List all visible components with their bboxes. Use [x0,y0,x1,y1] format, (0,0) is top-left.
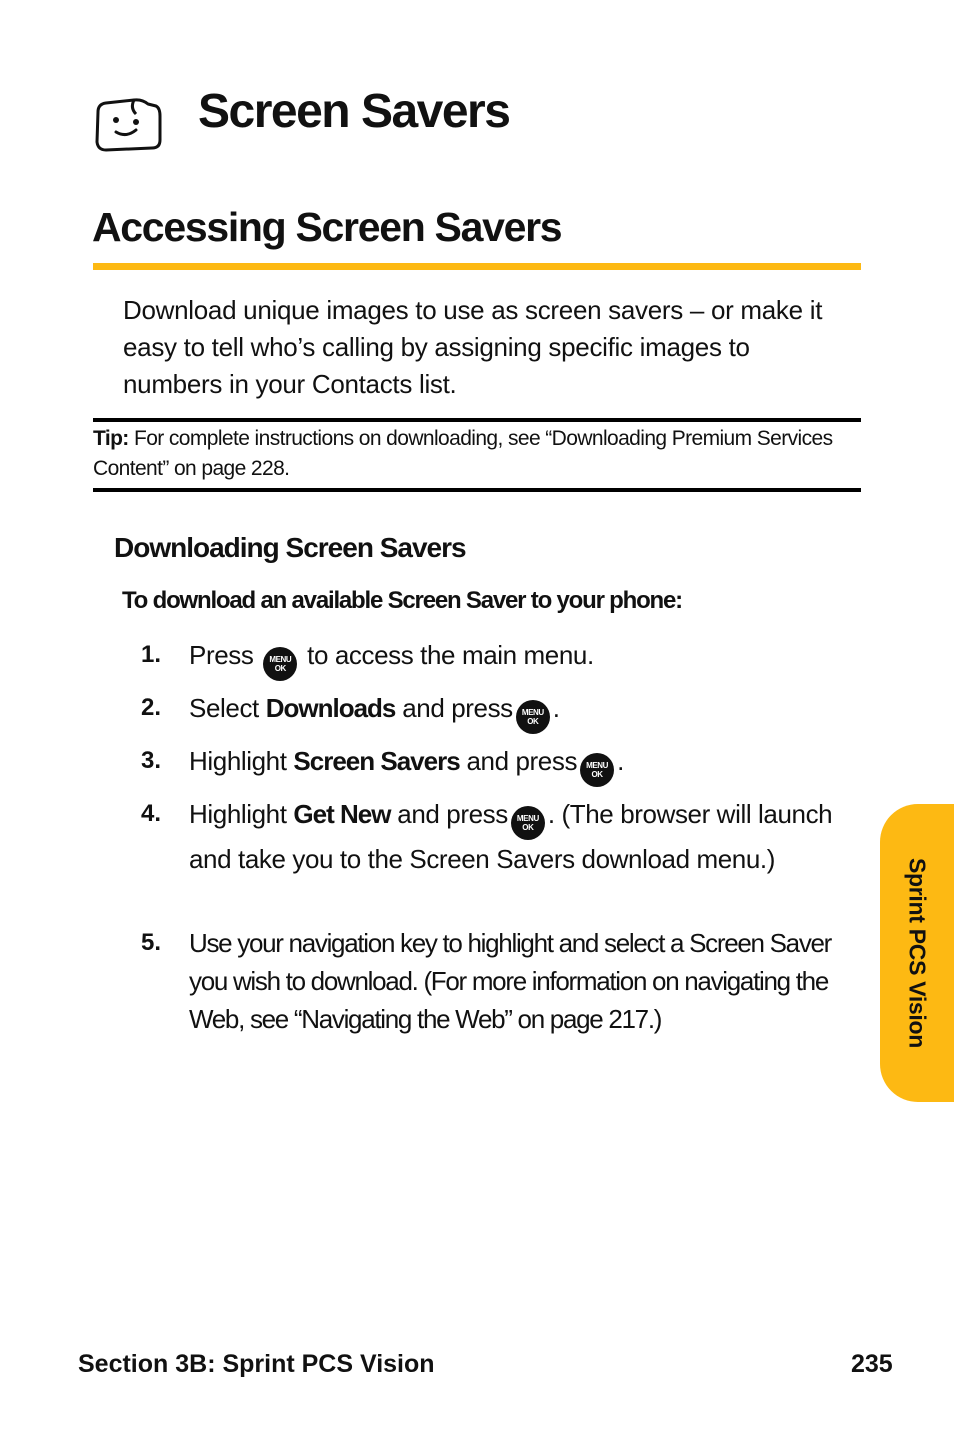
step-text-part: to access the main menu. [307,640,594,670]
subsection-heading: Downloading Screen Savers [114,532,466,563]
step-text-part: Select [189,693,259,723]
menu-option-name: Get New [293,799,391,829]
menu-ok-key-icon: MENU OK [511,806,545,840]
step-text [189,689,859,734]
step-number: 1. [141,641,162,668]
footer-section-label: Section 3B: Sprint PCS Vision [78,1350,435,1378]
menu-ok-key-icon: MENU OK [580,753,614,787]
menu-option-name: Screen Savers [293,746,460,776]
menu-ok-key-icon: MENU OK [263,647,297,681]
step-text: Use your navigation key to highlight and select a Screen Saver you wish to download. (For more information on navigating the Web, see “Navigating the Web” on page 217.) [189,928,832,1034]
menu-option-name: Downloads [265,693,396,723]
tip-note [93,424,861,484]
step-number: 4. [141,800,162,827]
step-text [189,742,859,787]
tip-label: Tip: [93,427,129,450]
step-text [189,636,859,681]
menu-ok-key-icon: MENU OK [516,700,550,734]
side-tab-label: Sprint PCS Vision [904,857,931,1049]
step-text-part: and press [466,746,578,776]
step-text [189,795,859,878]
page-number: 235 [851,1350,893,1378]
intro-paragraph: Download unique images to use as screen savers – or make it easy to tell who’s calling by assigning specific images to numbers in your Contacts list. [123,295,823,399]
step-number: 3. [141,747,162,774]
step-text-part: and press [397,799,508,829]
chapter-title: Screen Savers [198,85,510,138]
step-text-part: Highlight [189,799,287,829]
tip-rule-top [93,418,861,422]
screen-saver-face-icon [92,96,164,156]
step-text-part: Highlight [189,746,287,776]
tip-text: For complete instructions on downloading, see “Downloading Premium Services Content” on page 228. [93,427,833,480]
section-heading: Accessing Screen Savers [92,204,562,250]
step-number: 2. [141,694,162,721]
heading-rule [93,263,861,270]
step-text-part: and press [402,693,513,723]
step-text-part: . [617,746,624,776]
procedure-lead-in: To download an available Screen Saver to your phone: [122,587,682,614]
step-text-part: Press [189,640,254,670]
step-text-part: . (The browser will launch and take you to the Screen Savers download menu.) [189,799,833,874]
step-number: 5. [141,929,162,956]
step-text-part: . [552,693,560,723]
tip-rule-bottom [93,488,861,492]
